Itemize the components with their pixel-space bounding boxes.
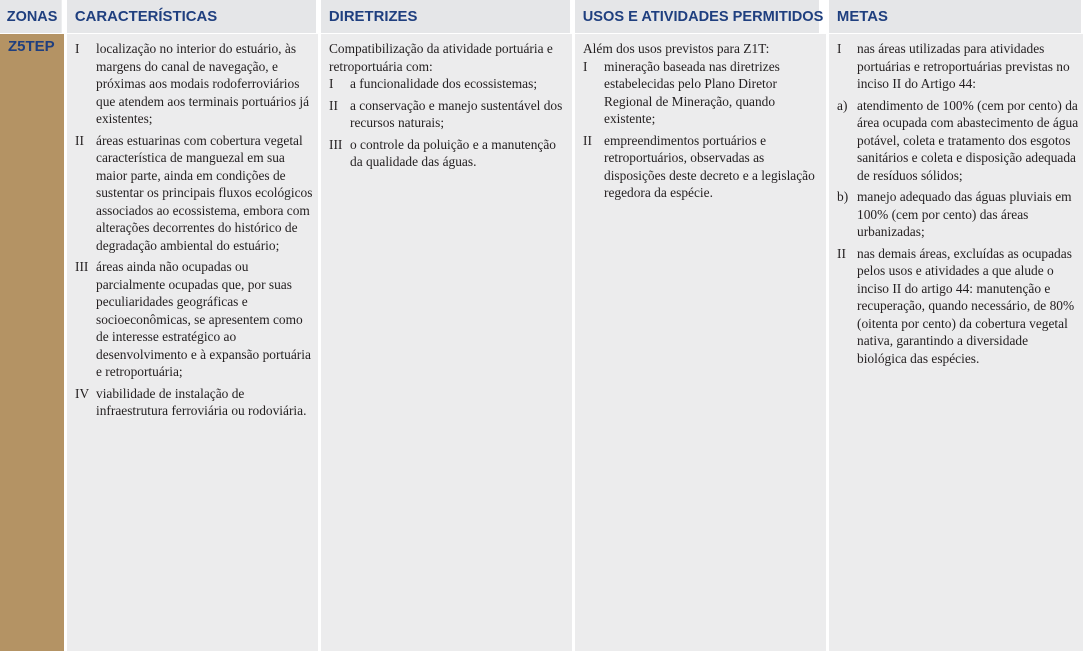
item-number: II [329, 97, 338, 113]
list-item [837, 245, 1079, 368]
item-number: I [583, 58, 588, 74]
list-item [329, 136, 568, 171]
header-zonas: ZONAS [0, 0, 62, 33]
zona-cell [0, 34, 64, 651]
diretrizes-cell [321, 34, 572, 651]
list-item [583, 132, 822, 202]
item-text: nas demais áreas, excluídas as ocupadas pelos usos e atividades a que alude o inciso II do artigo 44: manutenção e recuperação, quando necessário, de 80% (oitenta por cento) da cobertura vegetal nativa, garantindo a diversidade biológica das espécies. [857, 245, 1075, 366]
item-text: áreas ainda não ocupadas ou parcialmente ocupadas que, por suas peculiaridades geográficas e socioeconômicas, se apresentem como de interesse estratégico ao desenvolvimento e à expansão portuária e retroportuária; [96, 259, 311, 379]
item-number: I [75, 41, 80, 56]
column-caracteristicas [67, 0, 318, 651]
item-text: nas áreas utilizadas para atividades portuárias e retroportuárias previstas no inciso II do Artigo 44: [857, 41, 1070, 91]
item-number: III [75, 259, 89, 274]
item-text: manejo adequado das águas pluviais em 100% (cem por cento) das áreas urbanizadas; [857, 189, 1072, 239]
item-text: áreas estuarinas com cobertura vegetal característica de manguezal em sua maior parte, ainda em condições de sustentar os principais fluxos ecológicos associados ao ecossistema, embora com alterações decorrentes do histórico de degradação ambiental do estuário; [96, 132, 313, 253]
sub-list-item [837, 97, 1079, 185]
item-text: a conservação e manejo sustentável dos recursos naturais; [350, 97, 563, 130]
item-letter: a) [837, 97, 848, 113]
list-item [329, 97, 568, 132]
list-item [329, 75, 568, 93]
item-text: empreendimentos portuários e retroportuários, observadas as disposições deste decreto e a legislação regedora da espécie. [604, 132, 815, 200]
list-item [837, 40, 1079, 93]
sub-list-item [837, 188, 1079, 241]
caracteristicas-cell [67, 34, 318, 651]
usos-cell [575, 34, 826, 651]
item-text: localização no interior do estuário, às margens do canal de navegação, e próximas aos modais rodoferroviários que atendem aos terminais portuários já existentes; [96, 41, 310, 126]
item-number: II [837, 245, 846, 261]
list-item [75, 40, 314, 128]
list-item [75, 385, 314, 420]
column-zonas [0, 0, 64, 651]
column-metas [829, 0, 1083, 651]
item-number: II [583, 132, 592, 148]
item-text: mineração baseada nas diretrizes estabelecidas pelo Plano Diretor Regional de Mineração, quando existente; [604, 58, 780, 126]
header-diretrizes: DIRETRIZES [321, 0, 570, 33]
item-text: viabilidade de instalação de infraestrutura ferroviária ou rodoviária. [96, 385, 307, 418]
header-usos: USOS E ATIVIDADES PERMITIDOS [575, 0, 819, 33]
usos-intro: Além dos usos previstos para Z1T: [583, 41, 770, 56]
zone-label: Z5TEP [8, 38, 55, 55]
item-number: I [329, 76, 334, 91]
item-text: atendimento de 100% (cem por cento) da área ocupada com abastecimento de água potável, coleta e tratamento dos esgotos sanitários e coleta e disposição adequada de resíduos sólidos; [857, 97, 1079, 183]
diretrizes-intro: Compatibilização da atividade portuária e retroportuária com: [329, 41, 553, 74]
item-number: IV [75, 385, 90, 401]
header-metas: METAS [829, 0, 1081, 33]
list-item [583, 58, 822, 128]
header-caracteristicas: CARACTERÍSTICAS [67, 0, 316, 33]
item-text: a funcionalidade dos ecossistemas; [350, 76, 538, 91]
item-letter: b) [837, 189, 849, 204]
item-text: o controle da poluição e a manutenção da qualidade das águas. [350, 136, 556, 169]
item-number: I [837, 41, 842, 56]
list-item [75, 258, 314, 381]
item-number: II [75, 132, 84, 148]
metas-cell [829, 34, 1083, 651]
item-number: III [329, 136, 343, 152]
column-diretrizes [321, 0, 572, 651]
list-item [75, 132, 314, 255]
column-usos [575, 0, 826, 651]
